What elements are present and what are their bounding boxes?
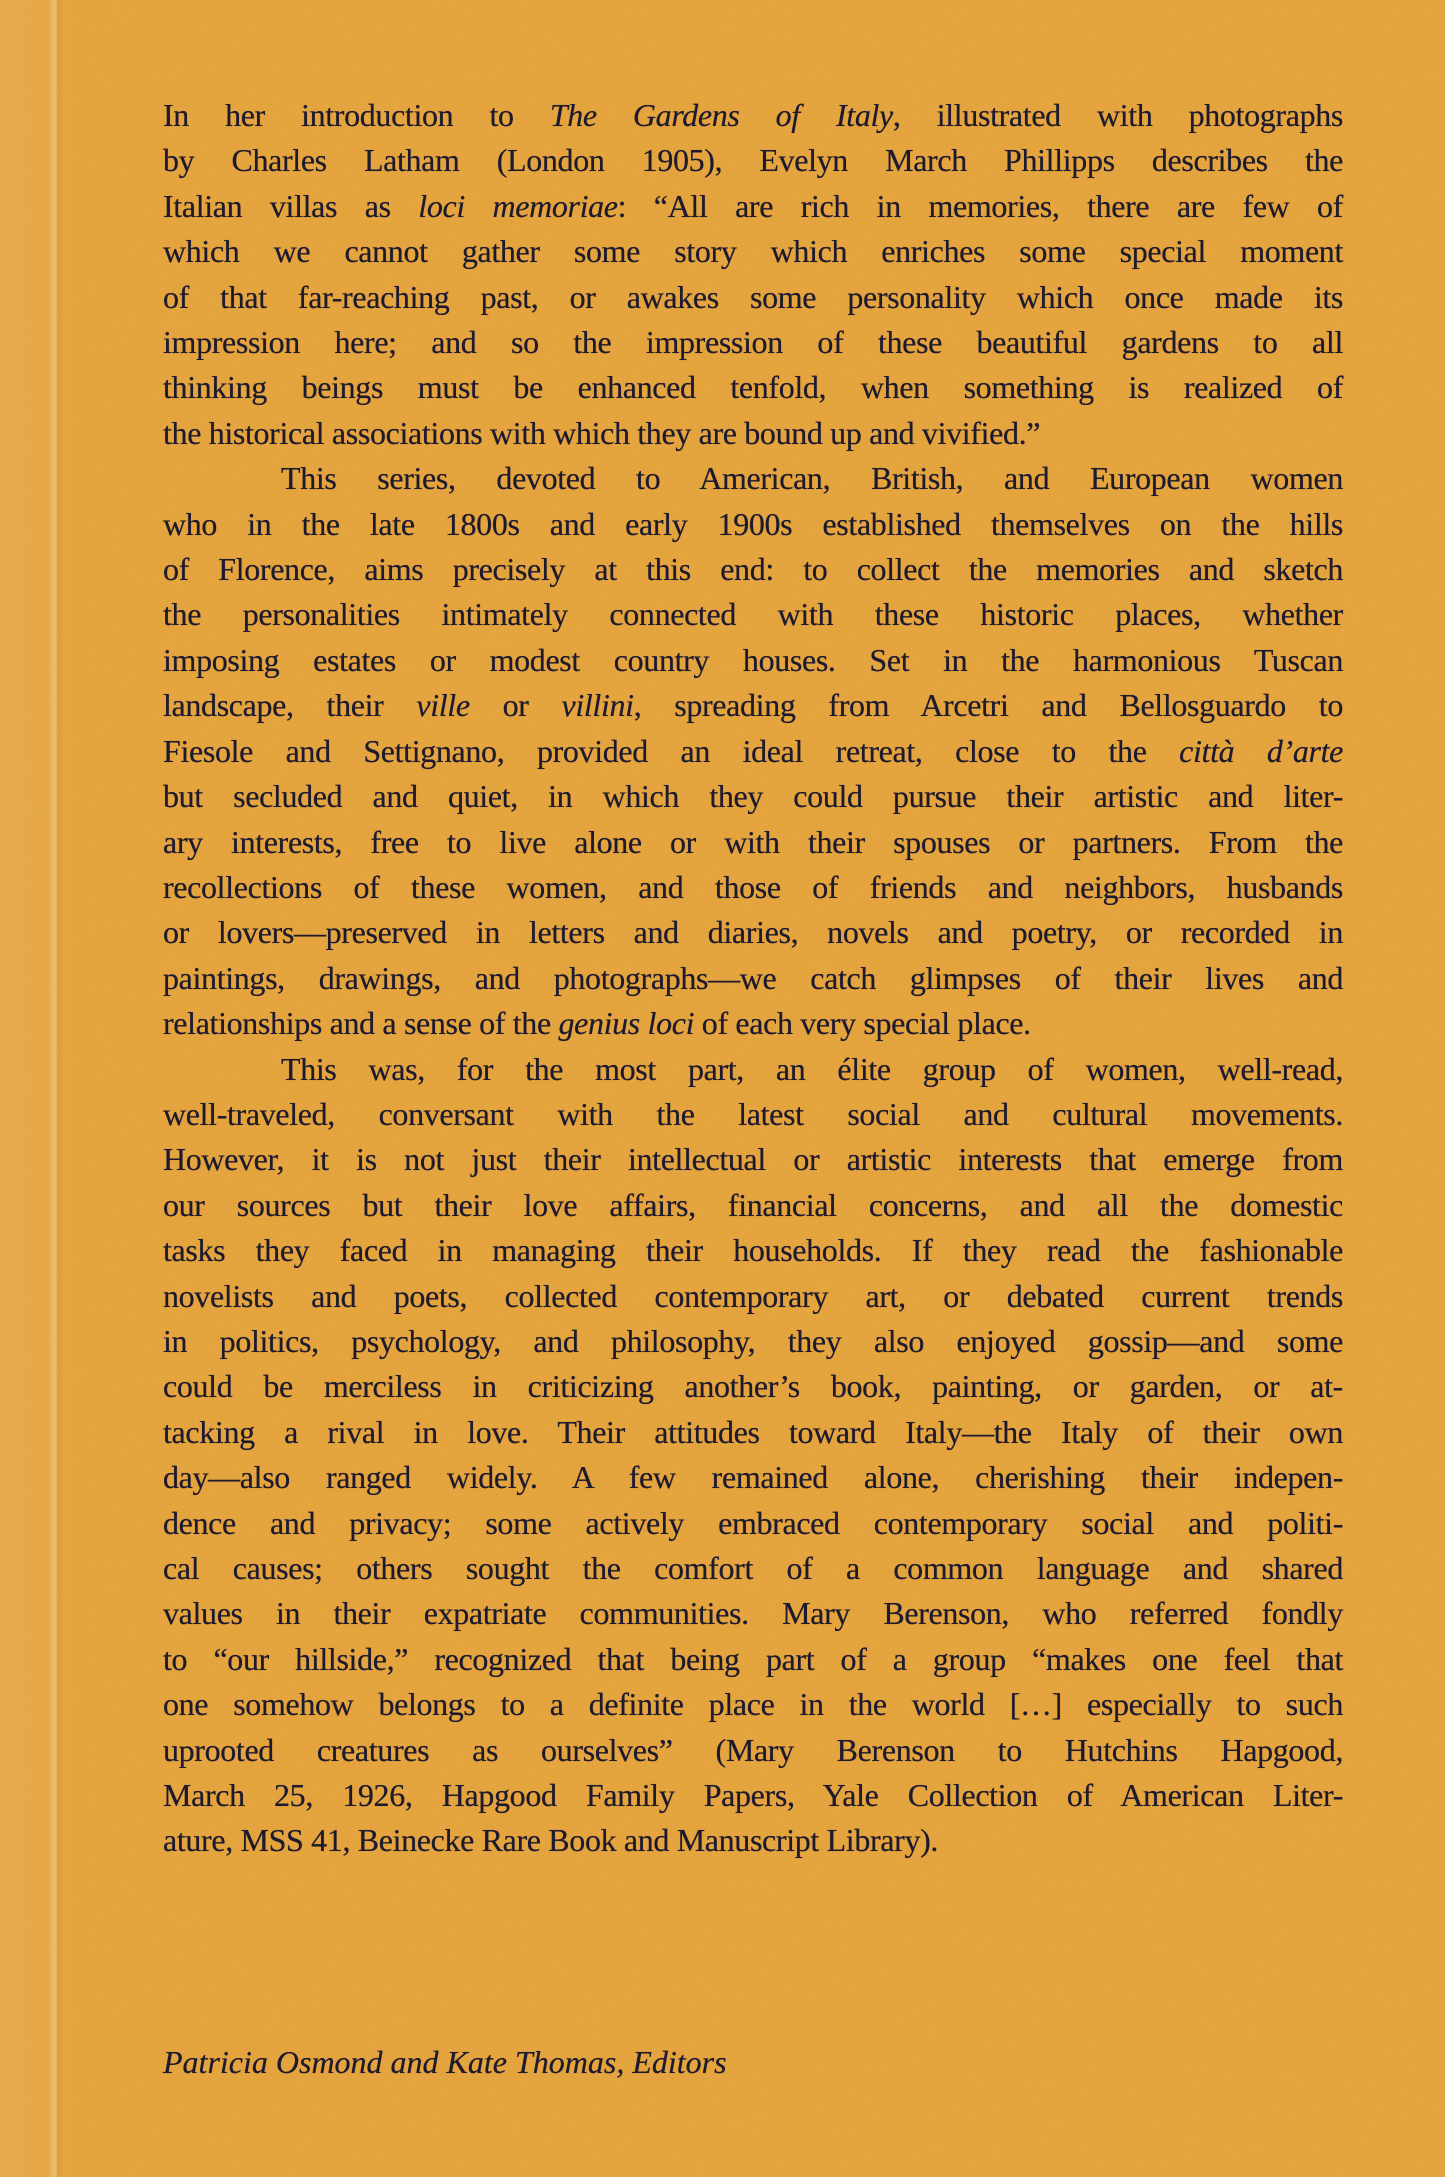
text-line: ary interests, free to live alone or with their spouses or partners. From the (163, 823, 1343, 860)
text-line: relationships and a sense of the genius loci of each very special place. (163, 1005, 1031, 1042)
text-line: to “our hillside,” recognized that being part of a group “makes one feel that (163, 1640, 1343, 1677)
text-line: our sources but their love affairs, financial concerns, and all the domestic (163, 1186, 1343, 1223)
text-line: However, it is not just their intellectual or artistic interests that emerge from (163, 1141, 1343, 1178)
text-line: values in their expatriate communities. Mary Berenson, who referred fondly (163, 1595, 1343, 1632)
text-line: ature, MSS 41, Beinecke Rare Book and Manuscript Library). (163, 1822, 939, 1859)
text-line: impression here; and so the impression of these beautiful gardens to all (163, 324, 1343, 361)
text-line: day—also ranged widely. A few remained alone, cherishing their indepen- (163, 1459, 1343, 1496)
text-line: imposing estates or modest country houses. Set in the harmonious Tuscan (163, 641, 1343, 678)
text-line: one somehow belongs to a definite place in the world […] especially to such (163, 1686, 1343, 1723)
text-line: well-traveled, conversant with the latest social and cultural movements. (163, 1095, 1343, 1132)
text-line: which we cannot gather some story which enriches some special moment (163, 233, 1343, 270)
text-line: paintings, drawings, and photographs—we catch glimpses of their lives and (163, 959, 1343, 996)
text-line: the historical associations with which they are bound up and vivified.” (163, 414, 1041, 451)
text-line: This series, devoted to American, British, and European women (281, 460, 1343, 497)
text-line: who in the late 1800s and early 1900s established themselves on the hills (163, 505, 1343, 542)
text-line: or lovers—preserved in letters and diaries, novels and poetry, or recorded in (163, 914, 1343, 951)
body-text (163, 93, 1343, 1864)
paragraph (163, 1047, 1343, 1864)
text-line: could be merciless in criticizing another’s book, painting, or garden, or at- (163, 1368, 1343, 1405)
text-line: thinking beings must be enhanced tenfold, when something is realized of (163, 369, 1343, 406)
text-line: of that far-reaching past, or awakes some personality which once made its (163, 278, 1343, 315)
text-line: tasks they faced in managing their households. If they read the fashionable (163, 1232, 1343, 1269)
editors-credit: Patricia Osmond and Kate Thomas, Editors (163, 2044, 727, 2080)
text-line: by Charles Latham (London 1905), Evelyn March Phillipps describes the (163, 142, 1343, 179)
text-line: March 25, 1926, Hapgood Family Papers, Yale Collection of American Liter- (163, 1777, 1343, 1814)
text-line: dence and privacy; some actively embraced contemporary social and politi- (163, 1504, 1343, 1541)
paragraph (163, 93, 1343, 456)
text-line: cal causes; others sought the comfort of a common language and shared (163, 1550, 1343, 1586)
text-line: Italian villas as loci memoriae: “All are rich in memories, there are few of (163, 187, 1343, 224)
text-line: Fiesole and Settignano, provided an ideal retreat, close to the città d’arte (163, 732, 1343, 769)
text-line: This was, for the most part, an élite group of women, well-read, (281, 1050, 1343, 1087)
text-line: in politics, psychology, and philosophy, they also enjoyed gossip—and some (163, 1322, 1343, 1359)
paragraph (163, 456, 1343, 1046)
text-line: recollections of these women, and those of friends and neighbors, husbands (163, 868, 1343, 905)
text-line: tacking a rival in love. Their attitudes toward Italy—the Italy of their own (163, 1413, 1343, 1450)
text-line: of Florence, aims precisely at this end: to collect the memories and sketch (163, 551, 1343, 588)
text-line: uprooted creatures as ourselves” (Mary Berenson to Hutchins Hapgood, (163, 1731, 1343, 1768)
text-line: but secluded and quiet, in which they could pursue their artistic and liter- (163, 778, 1343, 815)
text-line: the personalities intimately connected with these historic places, whether (163, 596, 1343, 633)
text-line: In her introduction to The Gardens of Italy, illustrated with photographs (163, 97, 1343, 133)
text-line: novelists and poets, collected contemporary art, or debated current trends (163, 1277, 1343, 1314)
text-line: landscape, their ville or villini, spreading from Arcetri and Bellosguardo to (163, 687, 1343, 724)
